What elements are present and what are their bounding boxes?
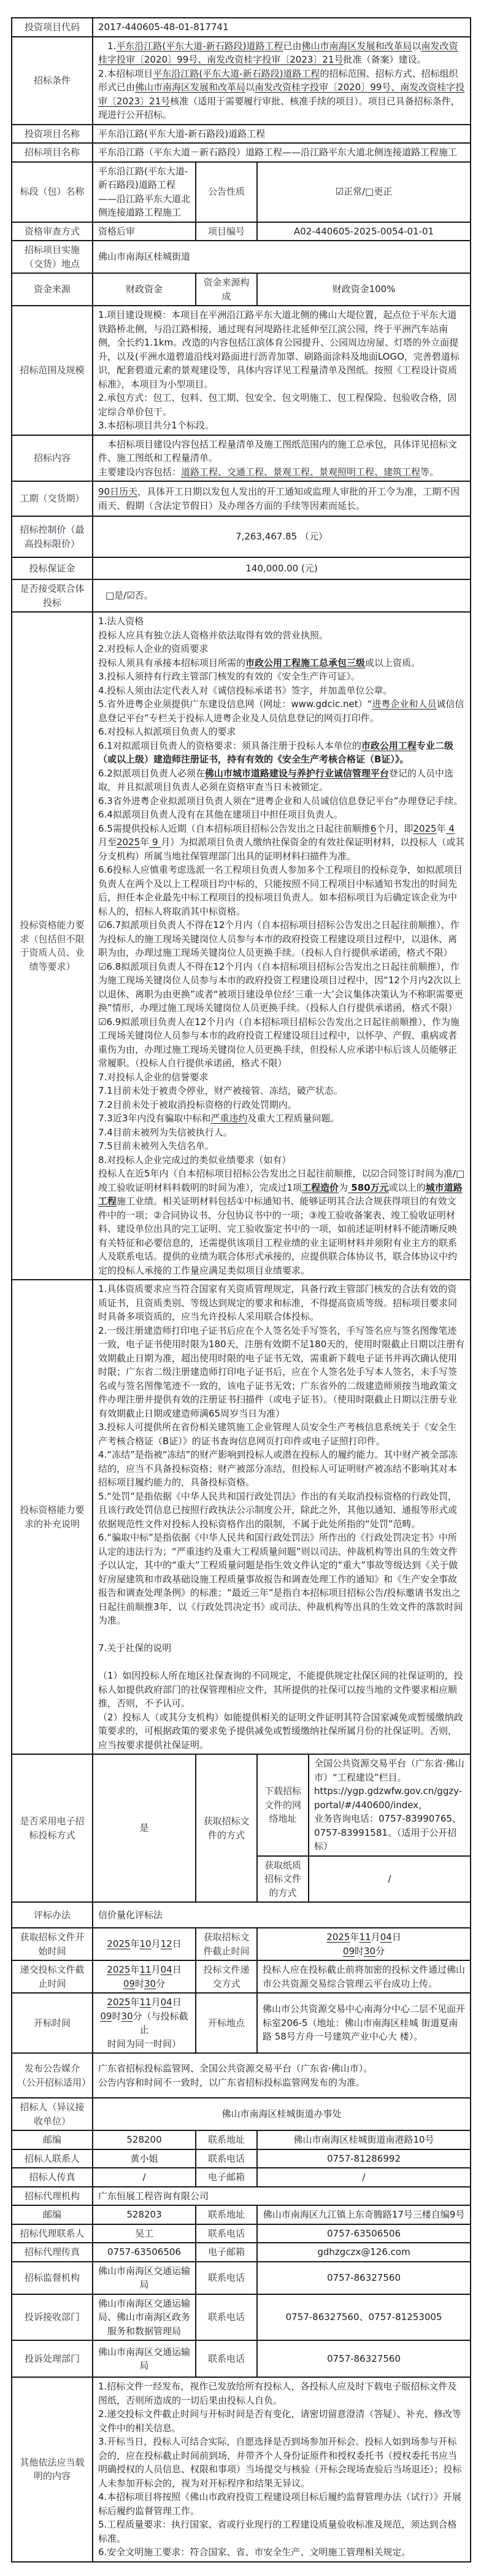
- label-consortium: 是否接受联合体投标: [12, 579, 93, 612]
- value-duration: 90日历天，具体开工日期以发包人发出的开工通知或监理人审批的开工令为准，工期不因雨天、假期（含法定节假日）及办理各方面的手续等因素而延长。: [93, 481, 471, 516]
- label-invest-name: 投资项目名称: [12, 125, 93, 144]
- value-other-contents: 1.招标文件一经发布，视作已发放给所有投标人，各投标人应及时下载电子版招标文件及图纸，否则所造成的一切后果由投标人自负。 2.递交投标文件截止时间与开标时间是否有变化，请密切留意澄清（答疑）、补充、修改等文件中的相关信息。 3.开标当日，投标人可结合实际，自愿选择是否到场参加开标会。投标人如到场参与开标会的，应在投标截止时间前到场，并带齐个人身份证原件和授权委托书（授权委托书应当明确授权的人员信息、权限和事项）当场提交与核验（开标会现场查验后当场退还）；投标人未参加开标会的，视为对开标程序和结果无异议。 4.本招标项目将按照《佛山市政府投资工程建设项目标后履约监督管理办法（试行）》开展标后履约监督管理工作。 5.工程质量要求：执行国家、省或行业现行的工程建设质量验收标准及规范，须达到合格标准。 6.安全文明施工要求：符合国家、省、市安全生产、文明施工管理相关规定。: [93, 2377, 471, 2562]
- table-row: [12, 2224, 471, 2243]
- label-agency: 招标代理机构: [12, 2187, 93, 2206]
- value-agency: 广东恒展工程咨询有限公司: [93, 2187, 471, 2206]
- label-other-contents: 其他依法应当载明的内容: [12, 2377, 93, 2562]
- value-tenderer-address: 佛山市南海区桂城街道南港路10号: [257, 2130, 471, 2149]
- label-opening-place: 开标地点: [196, 1993, 257, 2053]
- value-agency-address: 佛山市南海区九江镇上东奇腾路17号三楼自编9号: [257, 2205, 471, 2224]
- value-tenderer-zip: 528200: [93, 2130, 196, 2149]
- label-opening-time: 开标时间: [12, 1993, 93, 2053]
- table-row: [12, 125, 471, 144]
- table-row: [12, 2243, 471, 2262]
- table-row: [12, 241, 471, 273]
- value-qualification-review: 资格后审: [93, 222, 196, 241]
- value-location: 佛山市南海区桂城街道: [93, 241, 471, 273]
- label-tenderer-address: 联系地址: [196, 2130, 257, 2149]
- value-qualification-supplement: 1.具体资质要求应当符合国家有关资质管理规定，具备行政主管部门核发的合法有效的资质证书，且资质类别、等级达到规定的要求和标准，不得提高资质等级。招标项目要求同时具备多项资质的，应当允许投标人采用联合体投标。 2.一级注册建造师打印电子证书后应在个人签名处手写签名，手写签名应与签名图像笔迹一致，电子证书使用时限为180天，注册有效期不足180天的，使用时限截止日期以注册有效期截止日期为准，超出使用时限的电子证书无效，需重新下载电子证书并再次确认使用时限；广东省二级注册建造师打印电子证书后，应在个人签名处手写本人签名，未手写签名或与签名图像笔迹不一致的，该电子证书无效；广东省外的二级建造师须按当地政策文件办理注册并提供有效的注册证书扫描件（或电子证书）。（使用时限截止日期以注册专业有效期截止日期或建造师满65周岁当日为准） 3.投标人可提供所在省份相关建筑施工企业管理人员安全生产考核信息系统关于《安全生产考核合格证（B证）》的证书查询信息网页打印件或电子证照打印件。 4.“冻结”是指被“冻结”的财产影响到投标人或潜在投标人的履约能力。其中财产被全部冻结的，应当不具备投标资格；财产被部分冻结，但投标人可证明财产被冻结不影响其对本招标项目履约能力的，具备投标资格。 5.“处罚”是指依据《中华人民共和国行政处罚法》作出的有关取消投标资格的行政处罚，且该行政处罚信息已按照行政执法公示制度公开，除此之外，其他以通知、通报等形式或依据规范性文件对投标人投标资格作出的限制，不属于此处所指的“处罚”范畴。 6.“骗取中标”是指依据《中华人民共和国行政处罚法》所作出的《行政处罚决定书》中所认定的违法行为；“严重违约及重大工程质量问题”则以司法、仲裁机构等出具的生效文件予以认定，其中的“重大”工程质量问题是指生效文件认定的“重大”事故等级达到《关于做好房屋建筑和市政基础设施工程质量事故报告和调查处理工作的通知》和《生产安全事故报告和调查处理条例》的标准；“最近三年”是指自本招标项目招标公告/投标邀请书发出之日起往前顺推3年，以《行政处罚决定书》或司法、仲裁机构等出具的生效文件的落款时间为准。 7.关于社保的说明 （1）如因投标人所在地区社保查询的不同规定，不能提供规定社保区间的社保证明的，投标人如提供政府部门的社保管理相应文件，其所提供的社保可以按当地的文件要求相应顺推，否则，不予认可。 （2）投标人（或其分支机构）如能提供相关的证明文件证明其符合国家减免或暂缓缴纳政策要求的，可根据政策的要求免予提供减免或暂缓缴纳社保所属月份的社保证明。否则，应当按要求提供社保证明。: [93, 1280, 471, 1754]
- label-doc-start-time: 获取招标文件开始时间: [12, 1928, 93, 1960]
- value-tenderer: 佛山市南海区桂城街道办事处: [93, 2098, 471, 2130]
- table-row: [12, 2340, 471, 2377]
- value-invest-name: 平东沿江路(平东大道-新石路段)道路工程: [93, 125, 471, 144]
- table-row: [12, 612, 471, 1280]
- value-tenderer-phone: 0757-81286992: [257, 2149, 471, 2168]
- label-tenderer-email: 电子邮箱: [196, 2168, 257, 2187]
- label-tenderer-phone: 联系电话: [196, 2149, 257, 2168]
- value-consortium: □是/☑否。: [93, 579, 471, 612]
- label-complaint-handling-phone: 联系电话: [196, 2340, 257, 2377]
- table-row: [12, 37, 471, 125]
- label-tender-content: 招标内容: [12, 435, 93, 482]
- table-row: [12, 1280, 471, 1754]
- table-row: [12, 222, 471, 241]
- label-bid-conditions: 招标条件: [12, 37, 93, 125]
- table-row: [12, 143, 471, 162]
- table-row: [12, 2168, 471, 2187]
- value-tenderer-contact: 黄小姐: [93, 2149, 196, 2168]
- table-row: [12, 2205, 471, 2224]
- table-row: [12, 273, 471, 306]
- table-row: [12, 306, 471, 435]
- table-row: [12, 435, 471, 482]
- label-section-name: 标段（包）名称: [12, 162, 93, 222]
- label-scope: 招标范围及规模: [12, 306, 93, 435]
- label-download-address: 下载招标文件的网络地址: [257, 1754, 309, 1856]
- value-qualification-requirements: 1.法人资格 投标人应具有独立法人资格并依法取得有效的营业执照。 2.对投标人企业的资质要求 投标人须具有承接本招标项目所需的市政公用工程施工总承包三级或以上资质。 3.投标人须持有行政主管部门核发的有效的《安全生产许可证》。 4.投标人须由法定代表人对《诚信投标承诺书》签字，并加盖单位公章。 5.省外进粤企业须提供广东建设信息网（网址：www.gdcic.net）“进粤企业和人员诚信信息登记平台”专栏关于投标人进粤企业及人员信息登记的网页打印件。 6.对投标人拟派项目负责人的要求 6.1对拟派项目负责人的资格要求：须具备注册于投标人本单位的市政公用工程专业二级（或以上级）建造师注册证书，持有有效的《安全生产考核合格证（B证）》。 6.2拟派项目负责人必须在佛山市城市道路建设与养护行业诚信管理平台登记的人员中选取，并且拟派项目负责人必须在资格审查当日未被锁定。 6.3省外进粤企业拟派项目负责人须在“进粤企业和人员诚信信息登记平台”办理登记手续。 6.4拟派项目负责人没有在其他在建项目中担任项目负责人。 6.5需提供投标人近期（自本招标项目招标公告发出之日起往前顺推6个月，即2025年 4 月至2025年 9 月）为拟派项目负责人缴纳社保资金的有效社保证明材料，以投标人（或其分支机构）所属当地社保管理部门出具的证明材料扫描件为准。 6.6投标人应慎重考虑选派一名工程项目负责人参加多个工程项目的投标竞争，如拟派项目负责人在两个及以上工程项目均中标的，只能按照不同工程项目中标通知书发出的时间先后，担任本企业最先中标工程项目的投标项目负责人。如本招标项目为后确定该企业为中标人的，招标人将取消其中标资格。 ☑6.7拟派项目负责人不得在12个月内（自本招标项目招标公告发出之日起往前顺推），作为投标人的施工现场关键岗位人员参与本市的政府投资工程建设项目过程中，以退休、离职为由，办理过施工现场关键岗位人员更换手续。（投标人自行提供承诺函，格式不限） ☑6.8拟派项目负责人不得在12个月内（自本招标项目招标公告发出之日起往前顺推），作为施工现场关键岗位人员参与本市的政府投资工程建设项目过程中，因“12个月内2次以上以退休、离职为由更换”或者“被项目建设单位经‘三重一大’会议集体决策认为不称职需要更换”情形，办理过施工现场关键岗位人员更换手续。（投标人自行提供承诺函，格式不限） ☑6.9拟派项目负责人在12个月内（自本招标项目招标公告发出之日起往前顺推），作为施工现场关键岗位人员参与本市的政府投资工程建设项目过程中，以怀孕、产假、重病或者重伤为由，办理过施工现场关键岗位人员更换手续，但投标人应承诺中标后该人员能够正常履职。（投标人自行提供承诺函，格式不限） 7.对投标人企业的信誉要求 7.1目前未处于被责令停业，财产被接管、冻结，破产状态。 7.2目前未处于被取消投标资格的行政处罚期内。 7.3近3年内没有骗取中标和严重违约及重大工程质量问题。 7.4目前未被列为失信被执行人。 7.5目前未被列入失信名单。 8.对投标人企业完成过的类似业绩要求（如有） 投标人在近5年内（自本招标项目招标公告发出之日起往前顺推，以☑合同签订时间为准/□竣工验收证明材料料载明的时间为准），完成过1项工程造价为 580万元或以上的城市道路工程施工业绩。相关证明材料包括①中标通知书、能够证明其合法合规获得项目的有效文件中的一项；②合同协议书、分包协议书中的一项；③竣工验收备案表、竣工验收证明材料、建设单位出具的完工证明、完工验收鉴定书中的一项，如前述证明材料不能清晰反映有关特征和必要信息的，还需提供该项目工程业绩的业主证明材料并须附有业主方的联系人及联系电话。提供的业绩为联合体形式承接的，应提供联合体协议书，联合体协议中约定的投标人承接的工作量应满足类似项目业绩要求。: [93, 612, 471, 1280]
- label-announcement-media: 发布公告媒介（公开招标适用）: [12, 2053, 93, 2098]
- value-complaint-receiving-phone: 0757-86327560、0757-81253005: [257, 2294, 471, 2341]
- label-submit-method: 投标文件递交方式: [196, 1960, 257, 1993]
- label-tenderer-zip: 邮编: [12, 2130, 93, 2149]
- table-row: [12, 1993, 471, 2053]
- label-qualification-review: 资格审查方式: [12, 222, 93, 241]
- label-notice-nature: 公告性质: [196, 162, 257, 222]
- label-evaluation-method: 评标办法: [12, 1902, 93, 1928]
- table-row: [12, 2262, 471, 2294]
- label-agency-zip: 邮编: [12, 2205, 93, 2224]
- table-row: [12, 2130, 471, 2149]
- label-doc-end-time: 获取招标文件截止时间: [196, 1928, 257, 1960]
- label-tenderer-fax: 招标人传真: [12, 2168, 93, 2187]
- table-row: [12, 1754, 471, 1856]
- label-control-price: 招标控制价（最高投标限价）: [12, 516, 93, 557]
- table-row: [12, 162, 471, 222]
- value-announcement-media: 广东省招标投标监管网、全国公共资源交易平台（广东省·佛山市）。 公告内容和时间不一致时，以广东省招标投标监管网发布的为准。: [93, 2053, 471, 2098]
- value-opening-time: 2025年11月04日 09时30分（与投标截止 时间为同一时间）: [93, 1993, 196, 2053]
- label-qualification-requirements: 投标资格能力要求（包括但不限于资质人员、业绩等要求）: [12, 612, 93, 1280]
- label-bid-bond: 投标保证金: [12, 557, 93, 579]
- value-project-code: 2017-440605-48-01-817741: [93, 18, 471, 37]
- value-fund-composition: 财政资金100%: [257, 273, 471, 306]
- label-qualification-supplement: 投标资格能力要求的补充说明: [12, 1280, 93, 1754]
- value-agency-fax: 0757-63506506: [93, 2243, 196, 2262]
- label-supervisor-phone: 联系电话: [196, 2262, 257, 2294]
- value-doc-end-time: 2025年11月04日 09时30分: [257, 1928, 471, 1960]
- value-agency-phone: 0757-63506506: [257, 2224, 471, 2243]
- value-evaluation-method: 信价量化评标法: [93, 1902, 471, 1928]
- value-opening-place: 佛山市公共资源交易中心南海分中心二层不见面开标室206-5（地址：佛山市南海区桂城 街道夏南路 58号方舟一号建筑产业中心大 楼）。: [257, 1993, 471, 2053]
- table-row: [12, 516, 471, 557]
- value-agency-contact: 吴工: [93, 2224, 196, 2243]
- value-tender-name: 平东沿江路（平东大道－新石路段）道路工程——沿江路平东大道北侧连接道路工程施工: [93, 143, 471, 162]
- value-scope: 1.项目建设规模：本项目在平洲沿江路平东大道北侧的佛山大堤位置，起点位于平东大道铁路桥北侧，与沿江路相接，通过现有河堤路往北延伸至江滨公园，终于平洲汽车站南侧，全长约1.1km。改造的内容包括江滨体育公园提升、公园周边房屋、灯塔的外立面提升，以及(平洲水道碧道沿线对路面进行沥青加罩、刷路面涂料及地面LOGO，完善碧道标识，配套碧道元素的景观建设等，具体内容详见工程量清单及图纸。按照《工程设计资质标准》，本项目为小型项目。 2.承包方式：包工、包料、包工期、包安全、包文明施工、包工程保险、包验收合格，固定综合单价包干。 3.本招标项目共分1个标段。: [93, 306, 471, 435]
- value-tenderer-email: /: [257, 2168, 471, 2187]
- table-row: [12, 2053, 471, 2098]
- table-row: [12, 1928, 471, 1960]
- label-obtain-method: 获取招标文件的方式: [196, 1754, 257, 1902]
- value-submit-method: 投标人应在投标截止前将加密的投标文件通过佛山市公共资源交易综合管理云平台成功上传。: [257, 1960, 471, 1993]
- label-submit-deadline: 递交投标文件截止时间: [12, 1960, 93, 1993]
- value-control-price: 7,263,467.85 （元）: [93, 516, 471, 557]
- value-complaint-receiving: 佛山市南海区交通运输局、佛山市南海区政务服务和数据管理局: [93, 2294, 196, 2341]
- label-fund-composition: 资金来源构成: [196, 273, 257, 306]
- table-row: [12, 2377, 471, 2562]
- label-paper-method: 获取纸质招标文件的方式: [257, 1856, 309, 1903]
- label-tender-name: 招标项目名称: [12, 143, 93, 162]
- label-agency-email: 电子邮箱: [196, 2243, 257, 2262]
- label-agency-address: 联系地址: [196, 2205, 257, 2224]
- label-complaint-handling: 投诉处理部门: [12, 2340, 93, 2377]
- value-fund-source: 财政资金: [93, 273, 196, 306]
- value-bid-bond: 140,000.00 (元): [93, 557, 471, 579]
- value-agency-email: gdhzgczx@126.com: [257, 2243, 471, 2262]
- table-row: [12, 1902, 471, 1928]
- table-row: [12, 2098, 471, 2130]
- label-project-code: 投资项目代码: [12, 18, 93, 37]
- table-row: [12, 2187, 471, 2206]
- table-row: [12, 18, 471, 37]
- value-complaint-handling: 佛山市南海区交通运输局: [93, 2340, 196, 2377]
- value-notice-nature: ☑正常/□更正: [257, 162, 471, 222]
- label-fund-source: 资金来源: [12, 273, 93, 306]
- value-submit-deadline: 2025年11月04日 09时30分: [93, 1960, 196, 1993]
- value-tenderer-fax: /: [93, 2168, 196, 2187]
- label-tenderer-contact: 招标人联系人: [12, 2149, 93, 2168]
- label-tenderer: 招标人（异议接收单位）: [12, 2098, 93, 2130]
- value-paper-method: /: [309, 1856, 471, 1903]
- value-bid-conditions: 1.平东沿江路(平东大道-新石路段)道路工程已由佛山市南海区发展和改革局以南发改资桂字投审〔2020〕99号、南发改资桂字投审〔2023〕21号批准（备案）建设。 2.本招标项目平东沿江路(平东大道-新石路段)道路工程的招标范围、招标方式、招标组织形式已由佛山市南海区发展和改革局以南发改资桂字投审〔2020〕99号、南发改资桂字投审〔2023〕21号核准（适用于需要履行审批、核准手续的项目）。项目已具备招标条件，现进行公开招标。: [93, 37, 471, 125]
- value-supervisor: 佛山市南海区交通运输局: [93, 2262, 196, 2294]
- value-tender-content: 本招标项目建设内容包括工程量清单及施工图纸范围内的施工总承包，具体详见招标文件、施工图纸和工程量清单。 主要建设内容包括：道路工程、交通工程、景观工程、景观照明工程、建筑工程等。: [93, 435, 471, 482]
- table-row: [12, 481, 471, 516]
- label-supervisor: 招标监督机构: [12, 2262, 93, 2294]
- value-complaint-handling-phone: 0757-86327560: [257, 2340, 471, 2377]
- value-project-number: A02-440605-2025-0054-01-01: [257, 222, 471, 241]
- value-download-address: 全国公共资源交易平台（广东省·佛山市）“工程建设”栏目。 https://ygp.gdzwfw.gov.cn/ggzy-portal/#/440600/index， 业务咨询电话：0757-83990765、0757-83991581。（适用于公开招标）: [309, 1754, 471, 1856]
- tender-announcement-table: [11, 17, 471, 2562]
- table-row: [12, 557, 471, 579]
- label-project-number: 项目编号: [196, 222, 257, 241]
- value-section-name: 平东沿江路(平东大道-新石路段)道路工程——沿江路平东大道北侧连接道路工程施工: [93, 162, 196, 222]
- table-row: [12, 1960, 471, 1993]
- label-agency-phone: 联系电话: [196, 2224, 257, 2243]
- table-row: [12, 579, 471, 612]
- value-e-bidding: 是: [93, 1754, 196, 1902]
- value-agency-zip: 528203: [93, 2205, 196, 2224]
- value-doc-start-time: 2025年10月12日: [93, 1928, 196, 1960]
- label-location: 招标项目实施（交货）地点: [12, 241, 93, 273]
- label-complaint-receiving: 投诉接收部门: [12, 2294, 93, 2341]
- table-row: [12, 2294, 471, 2341]
- label-agency-contact: 招标代理联系人: [12, 2224, 93, 2243]
- table-row: [12, 2149, 471, 2168]
- value-supervisor-phone: 0757-86327560: [257, 2262, 471, 2294]
- label-complaint-receiving-phone: 联系电话: [196, 2294, 257, 2341]
- label-agency-fax: 招标代理传真: [12, 2243, 93, 2262]
- label-e-bidding: 是否采用电子招标投标方式: [12, 1754, 93, 1902]
- label-duration: 工期（交货期）: [12, 481, 93, 516]
